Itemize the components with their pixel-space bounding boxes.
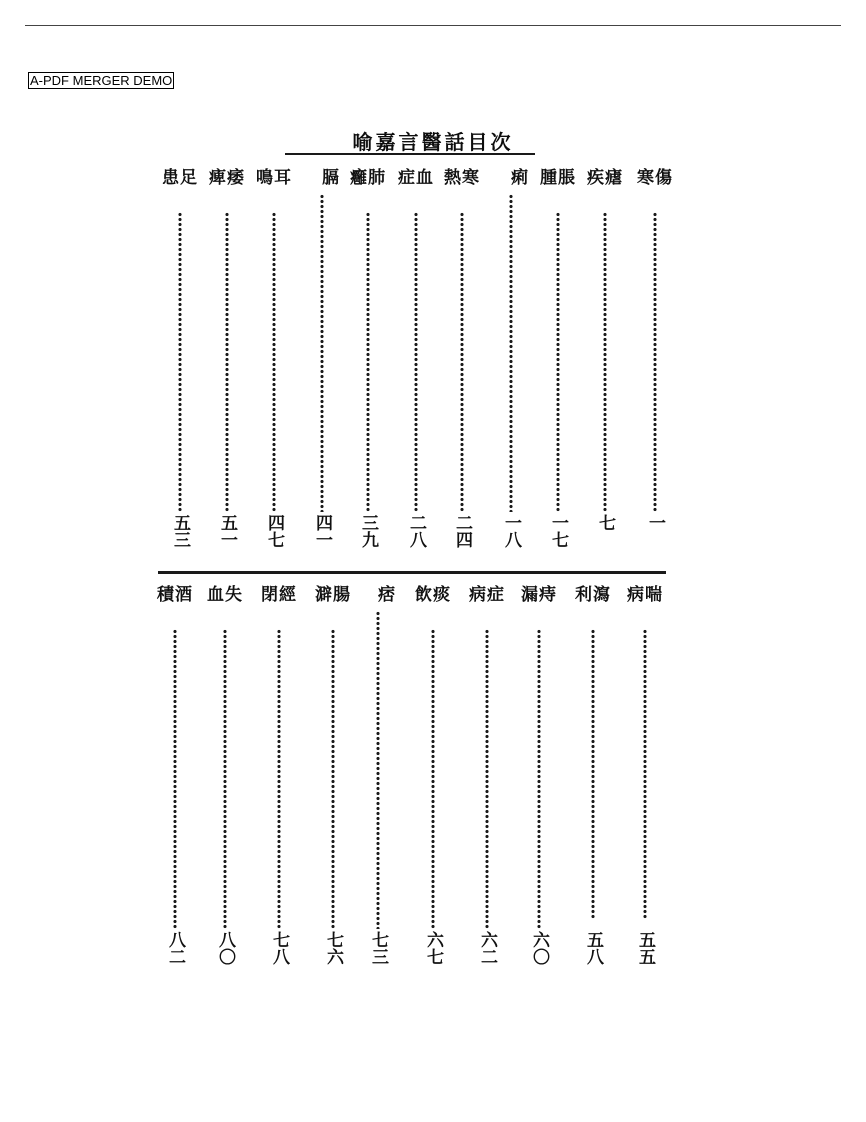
dot-leader bbox=[485, 629, 489, 929]
dot-leader bbox=[414, 212, 418, 512]
toc-entry-page: 五五 bbox=[635, 931, 655, 965]
toc-entry-page: 七三 bbox=[368, 931, 388, 965]
dot-leader bbox=[643, 629, 647, 919]
toc-entry-name: 痿痺 bbox=[205, 168, 243, 185]
dot-leader bbox=[460, 212, 464, 512]
toc-entry-page: 一 bbox=[645, 514, 665, 531]
toc-entry-name: 瀉利 bbox=[571, 585, 609, 602]
toc-entry-page: 四七 bbox=[264, 514, 284, 548]
toc-entry-page: 五八 bbox=[583, 931, 603, 965]
toc-entry-name: 痰飲 bbox=[411, 585, 449, 602]
section-divider bbox=[158, 571, 666, 574]
toc-entry-name: 寒熱 bbox=[440, 168, 478, 185]
toc-entry-name: 經閉 bbox=[257, 585, 295, 602]
toc-entry-name: 失血 bbox=[203, 585, 241, 602]
dot-leader bbox=[653, 212, 657, 512]
title-underline bbox=[285, 153, 535, 155]
toc-entry-name: 喘病 bbox=[623, 585, 661, 602]
top-rule bbox=[25, 25, 841, 26]
dot-leader bbox=[509, 194, 513, 512]
toc-entry-page: 四一 bbox=[312, 514, 332, 548]
toc-entry-name: 傷寒 bbox=[633, 168, 671, 185]
dot-leader bbox=[225, 212, 229, 512]
toc-entry-name: 痢 bbox=[507, 168, 527, 185]
toc-entry-page: 六〇 bbox=[529, 931, 549, 965]
toc-entry-page: 六七 bbox=[423, 931, 443, 965]
dot-leader bbox=[556, 212, 560, 512]
watermark-label: A-PDF MERGER DEMO bbox=[30, 73, 173, 88]
toc-entry-name: 症病 bbox=[465, 585, 503, 602]
toc-entry-page: 一八 bbox=[501, 514, 521, 548]
toc-entry-page: 五一 bbox=[217, 514, 237, 548]
dot-leader bbox=[591, 629, 595, 919]
dot-leader bbox=[320, 194, 324, 512]
toc-entry-name: 足患 bbox=[158, 168, 196, 185]
toc-entry-name: 痞 bbox=[374, 585, 394, 602]
dot-leader bbox=[178, 212, 182, 512]
toc-entry-page: 七六 bbox=[323, 931, 343, 965]
dot-leader bbox=[376, 611, 380, 929]
toc-entry-page: 八二 bbox=[165, 931, 185, 965]
dot-leader bbox=[331, 629, 335, 929]
dot-leader bbox=[223, 629, 227, 929]
toc-entry-name: 腸澼 bbox=[311, 585, 349, 602]
dot-leader bbox=[537, 629, 541, 929]
toc-entry-name: 脹腫 bbox=[536, 168, 574, 185]
toc-entry-page: 二八 bbox=[406, 514, 426, 548]
dot-leader bbox=[603, 212, 607, 512]
toc-entry-page: 二四 bbox=[452, 514, 472, 548]
toc-entry-name: 膈 bbox=[318, 168, 338, 185]
toc-entry-name: 血症 bbox=[394, 168, 432, 185]
page-title: 喻嘉言醫話目次 bbox=[352, 130, 514, 154]
toc-entry-page: 三九 bbox=[358, 514, 378, 548]
toc-entry-page: 五三 bbox=[170, 514, 190, 548]
dot-leader bbox=[366, 212, 370, 512]
toc-entry-page: 一七 bbox=[548, 514, 568, 548]
toc-entry-page: 六二 bbox=[477, 931, 497, 965]
toc-entry-name: 肺癰 bbox=[346, 168, 384, 185]
dot-leader bbox=[431, 629, 435, 929]
toc-entry-page: 八〇 bbox=[215, 931, 235, 965]
dot-leader bbox=[272, 212, 276, 512]
toc-entry-page: 七 bbox=[595, 514, 615, 531]
dot-leader bbox=[277, 629, 281, 929]
dot-leader bbox=[173, 629, 177, 929]
toc-entry-name: 耳鳴 bbox=[252, 168, 290, 185]
toc-entry-name: 酒積 bbox=[153, 585, 191, 602]
toc-entry-page: 七八 bbox=[269, 931, 289, 965]
toc-entry-name: 痔漏 bbox=[517, 585, 555, 602]
toc-entry-name: 瘧疾 bbox=[583, 168, 621, 185]
